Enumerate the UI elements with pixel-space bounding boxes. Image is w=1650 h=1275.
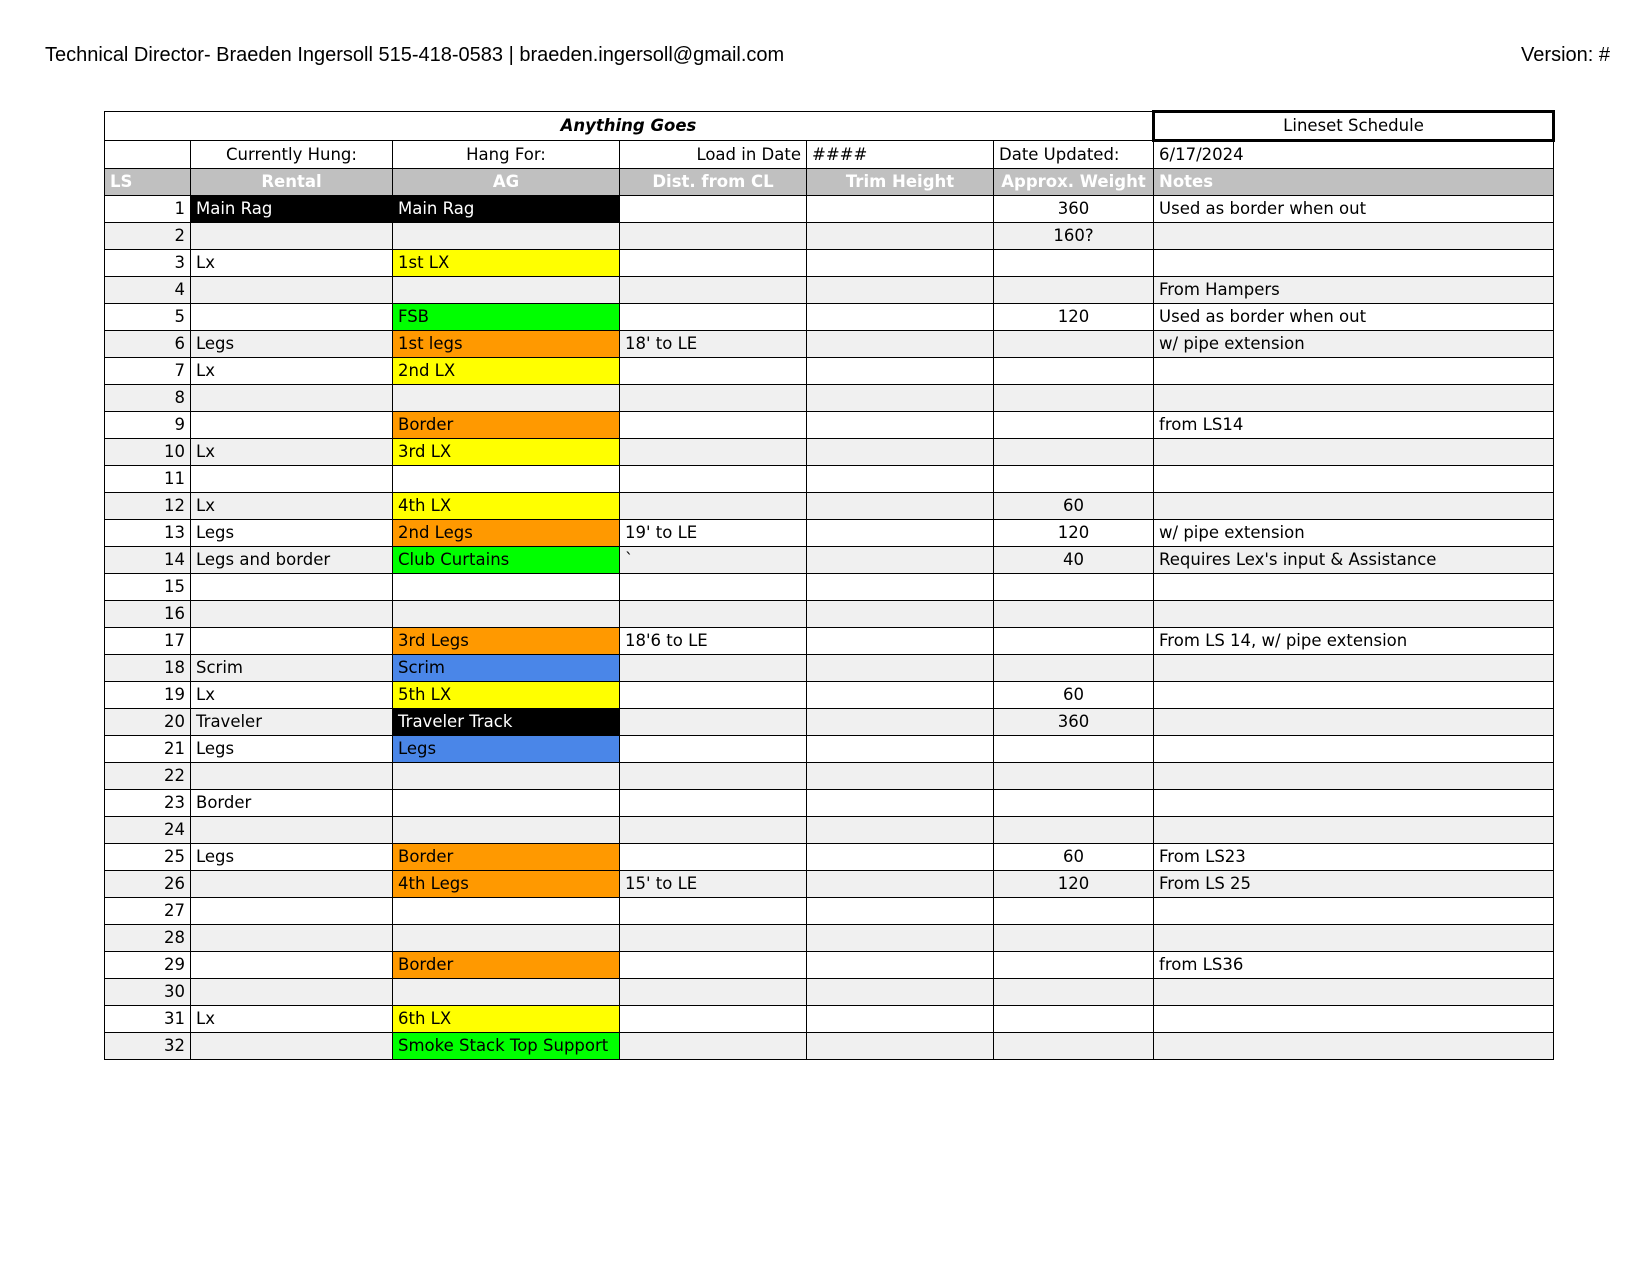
table-row bbox=[105, 439, 1554, 466]
dist-cell bbox=[620, 196, 807, 223]
trim-cell bbox=[807, 223, 994, 250]
dist-cell bbox=[620, 1033, 807, 1060]
trim-cell bbox=[807, 763, 994, 790]
ag-cell: 2nd LX bbox=[393, 358, 620, 385]
load-in-label: Load in Date bbox=[620, 141, 807, 169]
table-row bbox=[105, 682, 1554, 709]
rental-cell bbox=[191, 223, 393, 250]
ls-cell: 29 bbox=[105, 952, 191, 979]
weight-cell bbox=[994, 358, 1154, 385]
trim-cell bbox=[807, 790, 994, 817]
notes-cell bbox=[1154, 385, 1554, 412]
ls-cell: 23 bbox=[105, 790, 191, 817]
notes-cell: Used as border when out bbox=[1154, 196, 1554, 223]
ag-cell: Border bbox=[393, 844, 620, 871]
ag-cell: 6th LX bbox=[393, 1006, 620, 1033]
ag-cell: 3rd Legs bbox=[393, 628, 620, 655]
dist-cell bbox=[620, 223, 807, 250]
rental-cell bbox=[191, 817, 393, 844]
notes-cell bbox=[1154, 763, 1554, 790]
table-row bbox=[105, 1006, 1554, 1033]
dist-cell bbox=[620, 952, 807, 979]
ls-cell: 27 bbox=[105, 898, 191, 925]
weight-cell: 120 bbox=[994, 871, 1154, 898]
trim-cell bbox=[807, 304, 994, 331]
rental-cell bbox=[191, 601, 393, 628]
trim-cell bbox=[807, 736, 994, 763]
table-row bbox=[105, 493, 1554, 520]
weight-cell bbox=[994, 736, 1154, 763]
dist-cell bbox=[620, 709, 807, 736]
table-row bbox=[105, 574, 1554, 601]
dist-cell: ` bbox=[620, 547, 807, 574]
notes-cell bbox=[1154, 790, 1554, 817]
dist-cell bbox=[620, 277, 807, 304]
notes-cell: from LS36 bbox=[1154, 952, 1554, 979]
ag-cell: Border bbox=[393, 412, 620, 439]
ag-cell: 1st LX bbox=[393, 250, 620, 277]
rental-cell bbox=[191, 628, 393, 655]
trim-cell bbox=[807, 358, 994, 385]
table-row bbox=[105, 790, 1554, 817]
trim-cell bbox=[807, 520, 994, 547]
col-header-trim: Trim Height bbox=[807, 169, 994, 196]
notes-cell: From LS23 bbox=[1154, 844, 1554, 871]
notes-cell bbox=[1154, 925, 1554, 952]
table-row bbox=[105, 547, 1554, 574]
dist-cell bbox=[620, 574, 807, 601]
ag-cell bbox=[393, 466, 620, 493]
notes-cell bbox=[1154, 1033, 1554, 1060]
ag-cell: Border bbox=[393, 952, 620, 979]
weight-cell bbox=[994, 628, 1154, 655]
rental-cell: Lx bbox=[191, 1006, 393, 1033]
rental-cell bbox=[191, 304, 393, 331]
ag-cell bbox=[393, 979, 620, 1006]
dist-cell bbox=[620, 817, 807, 844]
table-row bbox=[105, 979, 1554, 1006]
dist-cell bbox=[620, 439, 807, 466]
col-header-weight: Approx. Weight bbox=[994, 169, 1154, 196]
notes-cell bbox=[1154, 1006, 1554, 1033]
notes-cell bbox=[1154, 466, 1554, 493]
weight-cell bbox=[994, 439, 1154, 466]
weight-cell: 160? bbox=[994, 223, 1154, 250]
trim-cell bbox=[807, 574, 994, 601]
table-row bbox=[105, 223, 1554, 250]
col-header-dist: Dist. from CL bbox=[620, 169, 807, 196]
weight-cell bbox=[994, 655, 1154, 682]
table-row bbox=[105, 925, 1554, 952]
table-row bbox=[105, 763, 1554, 790]
notes-cell: From LS 25 bbox=[1154, 871, 1554, 898]
notes-cell: From Hampers bbox=[1154, 277, 1554, 304]
trim-cell bbox=[807, 196, 994, 223]
ag-cell bbox=[393, 574, 620, 601]
rental-cell bbox=[191, 1033, 393, 1060]
ls-cell: 7 bbox=[105, 358, 191, 385]
title-row bbox=[105, 112, 1554, 141]
ls-cell: 3 bbox=[105, 250, 191, 277]
ls-cell: 17 bbox=[105, 628, 191, 655]
trim-cell bbox=[807, 709, 994, 736]
notes-cell bbox=[1154, 358, 1554, 385]
dist-cell bbox=[620, 763, 807, 790]
trim-cell bbox=[807, 1033, 994, 1060]
table-row bbox=[105, 1033, 1554, 1060]
info-row bbox=[105, 141, 1554, 169]
dist-cell bbox=[620, 682, 807, 709]
ls-cell: 11 bbox=[105, 466, 191, 493]
trim-cell bbox=[807, 439, 994, 466]
ag-cell: Legs bbox=[393, 736, 620, 763]
dist-cell bbox=[620, 898, 807, 925]
rental-cell bbox=[191, 385, 393, 412]
trim-cell bbox=[807, 385, 994, 412]
col-header-ls: LS bbox=[105, 169, 191, 196]
trim-cell bbox=[807, 277, 994, 304]
rental-cell bbox=[191, 466, 393, 493]
table-row bbox=[105, 331, 1554, 358]
rental-cell bbox=[191, 763, 393, 790]
rental-cell: Lx bbox=[191, 493, 393, 520]
weight-cell: 360 bbox=[994, 709, 1154, 736]
ls-cell: 30 bbox=[105, 979, 191, 1006]
rental-cell bbox=[191, 412, 393, 439]
rental-cell bbox=[191, 574, 393, 601]
weight-cell bbox=[994, 331, 1154, 358]
rental-cell bbox=[191, 871, 393, 898]
ag-cell bbox=[393, 898, 620, 925]
col-header-notes: Notes bbox=[1154, 169, 1554, 196]
dist-cell: 18'6 to LE bbox=[620, 628, 807, 655]
table-row bbox=[105, 628, 1554, 655]
ag-cell: 3rd LX bbox=[393, 439, 620, 466]
dist-cell bbox=[620, 385, 807, 412]
date-updated-label: Date Updated: bbox=[994, 141, 1154, 169]
rental-cell bbox=[191, 952, 393, 979]
ls-cell: 2 bbox=[105, 223, 191, 250]
trim-cell bbox=[807, 979, 994, 1006]
rental-cell bbox=[191, 277, 393, 304]
ls-cell: 16 bbox=[105, 601, 191, 628]
notes-cell: Used as border when out bbox=[1154, 304, 1554, 331]
table-row bbox=[105, 709, 1554, 736]
notes-cell bbox=[1154, 682, 1554, 709]
ag-cell: 4th Legs bbox=[393, 871, 620, 898]
dist-cell: 19' to LE bbox=[620, 520, 807, 547]
ls-cell: 22 bbox=[105, 763, 191, 790]
weight-cell: 60 bbox=[994, 844, 1154, 871]
ls-cell: 8 bbox=[105, 385, 191, 412]
ag-cell: FSB bbox=[393, 304, 620, 331]
notes-cell bbox=[1154, 736, 1554, 763]
rental-cell: Legs bbox=[191, 844, 393, 871]
page-header bbox=[0, 0, 1650, 100]
weight-cell bbox=[994, 412, 1154, 439]
table-row bbox=[105, 412, 1554, 439]
table-row bbox=[105, 601, 1554, 628]
rental-cell: Lx bbox=[191, 682, 393, 709]
ag-cell bbox=[393, 817, 620, 844]
rental-cell: Scrim bbox=[191, 655, 393, 682]
trim-cell bbox=[807, 250, 994, 277]
trim-cell bbox=[807, 898, 994, 925]
table-row bbox=[105, 898, 1554, 925]
rental-cell: Legs bbox=[191, 520, 393, 547]
notes-cell bbox=[1154, 601, 1554, 628]
schedule-title: Lineset Schedule bbox=[1154, 112, 1554, 141]
weight-cell bbox=[994, 790, 1154, 817]
notes-cell bbox=[1154, 655, 1554, 682]
trim-cell bbox=[807, 466, 994, 493]
weight-cell bbox=[994, 817, 1154, 844]
ls-cell: 1 bbox=[105, 196, 191, 223]
ag-cell bbox=[393, 277, 620, 304]
ag-cell bbox=[393, 385, 620, 412]
table-row bbox=[105, 844, 1554, 871]
rental-cell: Legs bbox=[191, 331, 393, 358]
dist-cell bbox=[620, 412, 807, 439]
table-row bbox=[105, 196, 1554, 223]
ls-cell: 25 bbox=[105, 844, 191, 871]
table-row bbox=[105, 250, 1554, 277]
rental-cell bbox=[191, 979, 393, 1006]
weight-cell bbox=[994, 250, 1154, 277]
ls-cell: 10 bbox=[105, 439, 191, 466]
weight-cell bbox=[994, 574, 1154, 601]
weight-cell bbox=[994, 925, 1154, 952]
ag-cell: Smoke Stack Top Support bbox=[393, 1033, 620, 1060]
notes-cell bbox=[1154, 574, 1554, 601]
notes-cell: from LS14 bbox=[1154, 412, 1554, 439]
rental-cell: Lx bbox=[191, 250, 393, 277]
ag-cell: 2nd Legs bbox=[393, 520, 620, 547]
weight-cell: 120 bbox=[994, 304, 1154, 331]
trim-cell bbox=[807, 817, 994, 844]
trim-cell bbox=[807, 925, 994, 952]
ag-cell bbox=[393, 601, 620, 628]
ag-cell bbox=[393, 763, 620, 790]
ag-cell: 4th LX bbox=[393, 493, 620, 520]
ls-cell: 9 bbox=[105, 412, 191, 439]
col-header-ag: AG bbox=[393, 169, 620, 196]
notes-cell bbox=[1154, 223, 1554, 250]
notes-cell: Requires Lex's input & Assistance bbox=[1154, 547, 1554, 574]
rental-cell: Lx bbox=[191, 439, 393, 466]
lineset-sheet bbox=[104, 110, 1553, 1060]
weight-cell bbox=[994, 898, 1154, 925]
weight-cell bbox=[994, 601, 1154, 628]
ag-cell: Traveler Track bbox=[393, 709, 620, 736]
ls-cell: 13 bbox=[105, 520, 191, 547]
ls-cell: 18 bbox=[105, 655, 191, 682]
trim-cell bbox=[807, 844, 994, 871]
ls-cell: 5 bbox=[105, 304, 191, 331]
weight-cell bbox=[994, 277, 1154, 304]
weight-cell bbox=[994, 1006, 1154, 1033]
notes-cell bbox=[1154, 709, 1554, 736]
ag-cell: 1st legs bbox=[393, 331, 620, 358]
trim-cell bbox=[807, 682, 994, 709]
ls-cell: 31 bbox=[105, 1006, 191, 1033]
ls-cell: 6 bbox=[105, 331, 191, 358]
notes-cell bbox=[1154, 898, 1554, 925]
dist-cell bbox=[620, 358, 807, 385]
table-row bbox=[105, 358, 1554, 385]
load-in-value: #### bbox=[807, 141, 994, 169]
ls-cell: 12 bbox=[105, 493, 191, 520]
date-updated-value: 6/17/2024 bbox=[1154, 141, 1554, 169]
weight-cell bbox=[994, 979, 1154, 1006]
dist-cell bbox=[620, 1006, 807, 1033]
show-title: Anything Goes bbox=[105, 112, 1154, 141]
contact-info: Technical Director- Braeden Ingersoll 515-418-0583 | braeden.ingersoll@gmail.com bbox=[45, 44, 785, 66]
rental-cell bbox=[191, 898, 393, 925]
ls-cell: 32 bbox=[105, 1033, 191, 1060]
table-row bbox=[105, 952, 1554, 979]
ag-cell: Scrim bbox=[393, 655, 620, 682]
notes-cell: w/ pipe extension bbox=[1154, 331, 1554, 358]
table-row bbox=[105, 304, 1554, 331]
trim-cell bbox=[807, 628, 994, 655]
ag-cell: 5th LX bbox=[393, 682, 620, 709]
dist-cell bbox=[620, 736, 807, 763]
trim-cell bbox=[807, 412, 994, 439]
notes-cell bbox=[1154, 817, 1554, 844]
weight-cell bbox=[994, 952, 1154, 979]
ls-cell: 24 bbox=[105, 817, 191, 844]
dist-cell bbox=[620, 601, 807, 628]
dist-cell bbox=[620, 250, 807, 277]
hang-for-label: Hang For: bbox=[393, 141, 620, 169]
dist-cell bbox=[620, 790, 807, 817]
rental-cell: Legs bbox=[191, 736, 393, 763]
ls-cell: 14 bbox=[105, 547, 191, 574]
trim-cell bbox=[807, 331, 994, 358]
ls-cell: 19 bbox=[105, 682, 191, 709]
dist-cell bbox=[620, 979, 807, 1006]
rental-cell: Border bbox=[191, 790, 393, 817]
dist-cell bbox=[620, 844, 807, 871]
ls-cell: 20 bbox=[105, 709, 191, 736]
weight-cell bbox=[994, 1033, 1154, 1060]
table-row bbox=[105, 466, 1554, 493]
trim-cell bbox=[807, 655, 994, 682]
rental-cell: Main Rag bbox=[191, 196, 393, 223]
dist-cell bbox=[620, 925, 807, 952]
dist-cell bbox=[620, 655, 807, 682]
ag-cell bbox=[393, 223, 620, 250]
notes-cell bbox=[1154, 439, 1554, 466]
dist-cell: 15' to LE bbox=[620, 871, 807, 898]
lineset-table bbox=[104, 110, 1555, 1060]
weight-cell: 60 bbox=[994, 682, 1154, 709]
notes-cell bbox=[1154, 250, 1554, 277]
ag-cell bbox=[393, 925, 620, 952]
table-row bbox=[105, 520, 1554, 547]
ls-cell: 4 bbox=[105, 277, 191, 304]
dist-cell bbox=[620, 493, 807, 520]
ag-cell bbox=[393, 790, 620, 817]
ag-cell: Main Rag bbox=[393, 196, 620, 223]
column-header-row bbox=[105, 169, 1554, 196]
weight-cell bbox=[994, 385, 1154, 412]
rental-cell: Lx bbox=[191, 358, 393, 385]
dist-cell bbox=[620, 304, 807, 331]
dist-cell bbox=[620, 466, 807, 493]
table-row bbox=[105, 736, 1554, 763]
table-row bbox=[105, 277, 1554, 304]
info-blank bbox=[105, 141, 191, 169]
notes-cell: w/ pipe extension bbox=[1154, 520, 1554, 547]
weight-cell: 120 bbox=[994, 520, 1154, 547]
trim-cell bbox=[807, 952, 994, 979]
weight-cell: 60 bbox=[994, 493, 1154, 520]
version-label: Version: # bbox=[1521, 44, 1610, 66]
notes-cell bbox=[1154, 979, 1554, 1006]
ls-cell: 15 bbox=[105, 574, 191, 601]
table-row bbox=[105, 385, 1554, 412]
notes-cell bbox=[1154, 493, 1554, 520]
trim-cell bbox=[807, 1006, 994, 1033]
ag-cell: Club Curtains bbox=[393, 547, 620, 574]
table-row bbox=[105, 817, 1554, 844]
rental-cell: Legs and border bbox=[191, 547, 393, 574]
trim-cell bbox=[807, 601, 994, 628]
notes-cell: From LS 14, w/ pipe extension bbox=[1154, 628, 1554, 655]
rental-cell: Traveler bbox=[191, 709, 393, 736]
ls-cell: 26 bbox=[105, 871, 191, 898]
ls-cell: 21 bbox=[105, 736, 191, 763]
dist-cell: 18' to LE bbox=[620, 331, 807, 358]
currently-hung-label: Currently Hung: bbox=[191, 141, 393, 169]
trim-cell bbox=[807, 871, 994, 898]
weight-cell bbox=[994, 763, 1154, 790]
table-row bbox=[105, 871, 1554, 898]
weight-cell bbox=[994, 466, 1154, 493]
trim-cell bbox=[807, 493, 994, 520]
ls-cell: 28 bbox=[105, 925, 191, 952]
table-row bbox=[105, 655, 1554, 682]
weight-cell: 40 bbox=[994, 547, 1154, 574]
trim-cell bbox=[807, 547, 994, 574]
col-header-rental: Rental bbox=[191, 169, 393, 196]
weight-cell: 360 bbox=[994, 196, 1154, 223]
rental-cell bbox=[191, 925, 393, 952]
